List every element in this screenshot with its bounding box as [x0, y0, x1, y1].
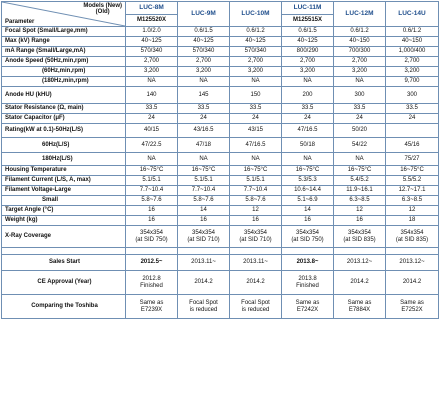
table-row	[2, 166, 439, 176]
table-cell: NA	[334, 77, 386, 87]
table-cell: 47/18	[178, 138, 230, 153]
row-label: Focal Spot (Small/Large,mm)	[2, 27, 126, 37]
model-new-2: LUC-10M	[230, 2, 282, 27]
table-cell: 200	[282, 87, 334, 104]
table-cell: 40~125	[282, 37, 334, 47]
table-cell: 40~150	[334, 37, 386, 47]
table-cell: 11.9~16.1	[334, 186, 386, 196]
table-cell: 0.6/1.5	[282, 27, 334, 37]
table-cell: 6.3~8.5	[334, 196, 386, 206]
row-label: X-Ray Coverage	[2, 226, 126, 248]
table-row	[2, 226, 439, 248]
table-cell: 24	[178, 114, 230, 124]
footer-cell: 2012.8 Finished	[126, 271, 178, 295]
table-cell: 16	[230, 216, 282, 226]
table-cell: 1,000/400	[386, 47, 439, 57]
table-row	[2, 27, 439, 37]
table-cell: 0.6/1.2	[334, 27, 386, 37]
model-old-0: M125520X	[126, 15, 178, 27]
table-row	[2, 114, 439, 124]
footer-cell: 2013.8~	[282, 255, 334, 271]
model-new-1: LUC-9M	[178, 2, 230, 27]
table-cell: 2,700	[386, 57, 439, 67]
table-cell: 16~75°C	[178, 166, 230, 176]
table-row	[2, 47, 439, 57]
footer-cell: Focal Spot is reduced	[230, 295, 282, 319]
table-cell: 12	[334, 206, 386, 216]
table-cell: 2,700	[282, 57, 334, 67]
table-cell: 354x354 (at SID 710)	[230, 226, 282, 248]
table-cell: NA	[334, 153, 386, 166]
table-cell: 5.8~7.6	[126, 196, 178, 206]
table-row	[2, 216, 439, 226]
model-new-4: LUC-12M	[334, 2, 386, 27]
table-cell: 5.4/5.2	[334, 176, 386, 186]
table-cell: 16	[126, 216, 178, 226]
table-cell: NA	[282, 153, 334, 166]
footer-cell: 2013.12~	[334, 255, 386, 271]
table-cell: 150	[230, 87, 282, 104]
table-row	[2, 186, 439, 196]
gap-cell	[334, 248, 386, 255]
table-cell: 18	[386, 216, 439, 226]
footer-cell: 2014.2	[178, 271, 230, 295]
gap-cell	[282, 248, 334, 255]
model-new-0: LUC-8M	[126, 2, 178, 15]
table-cell: 75/27	[386, 153, 439, 166]
table-cell: 3,200	[126, 67, 178, 77]
table-cell: 16~75°C	[386, 166, 439, 176]
gap-cell	[126, 248, 178, 255]
table-cell: 33.5	[230, 104, 282, 114]
table-row	[2, 104, 439, 114]
table-cell: 5.8~7.6	[178, 196, 230, 206]
footer-cell: Same as E7239X	[126, 295, 178, 319]
table-cell: 0.6/1.2	[230, 27, 282, 37]
table-cell: 24	[386, 114, 439, 124]
footer-label: Comparing the Toshiba	[2, 295, 126, 319]
table-cell: 16	[282, 216, 334, 226]
table-cell	[386, 124, 439, 138]
footer-cell: 2014.2	[386, 271, 439, 295]
table-cell: 40~125	[126, 37, 178, 47]
footer-cell: 2014.2	[334, 271, 386, 295]
table-cell: 570/340	[178, 47, 230, 57]
table-cell: 5.1/5.1	[230, 176, 282, 186]
table-cell: 24	[230, 114, 282, 124]
row-label: Small	[2, 196, 126, 206]
table-cell: 3,200	[334, 67, 386, 77]
table-cell: 47/22.5	[126, 138, 178, 153]
table-cell: 9,700	[386, 77, 439, 87]
table-cell: 800/290	[282, 47, 334, 57]
table-row	[2, 124, 439, 138]
table-cell: 7.7~10.4	[178, 186, 230, 196]
table-cell: NA	[178, 153, 230, 166]
table-cell: 43/15	[230, 124, 282, 138]
table-row	[2, 153, 439, 166]
row-label: mA Range (Small/Large,mA)	[2, 47, 126, 57]
table-cell: 7.7~10.4	[126, 186, 178, 196]
table-cell: 145	[178, 87, 230, 104]
table-cell: 16~75°C	[230, 166, 282, 176]
table-cell: 3,200	[230, 67, 282, 77]
footer-cell: 2013.11~	[230, 255, 282, 271]
table-cell: 5.5/5.2	[386, 176, 439, 186]
table-cell: 2,700	[178, 57, 230, 67]
table-cell: 0.6/1.2	[386, 27, 439, 37]
row-label: Target Angle (°C)	[2, 206, 126, 216]
table-cell: 1.0/2.0	[126, 27, 178, 37]
table-cell: NA	[230, 153, 282, 166]
table-row	[2, 138, 439, 153]
table-cell: 6.3~8.5	[386, 196, 439, 206]
table-cell: 40~150	[386, 37, 439, 47]
footer-cell: Same as E7242X	[282, 295, 334, 319]
table-cell: 24	[334, 114, 386, 124]
table-cell: 16~75°C	[126, 166, 178, 176]
table-cell: 300	[386, 87, 439, 104]
table-cell: 16~75°C	[334, 166, 386, 176]
table-cell: 16~75°C	[282, 166, 334, 176]
row-label: Anode HU (kHU)	[2, 87, 126, 104]
row-label: Weight (kg)	[2, 216, 126, 226]
gap-cell	[2, 248, 126, 255]
table-cell: 40/15	[126, 124, 178, 138]
footer-row	[2, 255, 439, 271]
table-cell: 5.1/5.1	[126, 176, 178, 186]
table-row	[2, 67, 439, 77]
table-cell: 2,700	[230, 57, 282, 67]
row-label: Stator Resistance (Ω, main)	[2, 104, 126, 114]
row-label: Filament Current (L/S, A, max)	[2, 176, 126, 186]
table-row	[2, 77, 439, 87]
table-cell: NA	[230, 77, 282, 87]
table-cell: 7.7~10.4	[230, 186, 282, 196]
table-row	[2, 206, 439, 216]
table-cell: 570/340	[230, 47, 282, 57]
section-gap	[2, 248, 439, 255]
row-label: 180Hz(L/S)	[2, 153, 126, 166]
table-row	[2, 87, 439, 104]
table-cell: 33.5	[126, 104, 178, 114]
table-cell: 354x354 (at SID 750)	[126, 226, 178, 248]
table-cell: 3,200	[386, 67, 439, 77]
table-cell: 354x354 (at SID 835)	[386, 226, 439, 248]
header-parameter-label: Parameter	[5, 18, 35, 25]
table-cell: 5.1~6.9	[282, 196, 334, 206]
table-cell: 33.5	[334, 104, 386, 114]
model-new-5: LUC-14U	[386, 2, 439, 27]
gap-cell	[178, 248, 230, 255]
table-cell: 47/16.5	[282, 124, 334, 138]
table-cell: 45/16	[386, 138, 439, 153]
table-cell: 3,200	[178, 67, 230, 77]
table-cell: NA	[178, 77, 230, 87]
table-cell: 0.6/1.5	[178, 27, 230, 37]
table-cell: 12	[230, 206, 282, 216]
footer-label: CE Approval (Year)	[2, 271, 126, 295]
table-cell: 354x354 (at SID 710)	[178, 226, 230, 248]
gap-cell	[386, 248, 439, 255]
row-label: Stator Capacitor (μF)	[2, 114, 126, 124]
table-cell: 10.6~14.4	[282, 186, 334, 196]
footer-cell: 2014.2	[230, 271, 282, 295]
footer-cell: Same as E7252X	[386, 295, 439, 319]
table-cell: 5.8~7.6	[230, 196, 282, 206]
row-label: 60Hz(L/S)	[2, 138, 126, 153]
table-cell: 2,700	[334, 57, 386, 67]
row-label: (60Hz,min,rpm)	[2, 67, 126, 77]
table-cell: 50/20	[334, 124, 386, 138]
footer-rows	[2, 248, 439, 319]
table-row	[2, 196, 439, 206]
table-cell: 140	[126, 87, 178, 104]
table-cell: 570/340	[126, 47, 178, 57]
table-cell: 5.1/5.1	[178, 176, 230, 186]
row-label: Rating(kW at 0.1)-50Hz(L/S)	[2, 124, 126, 138]
table-cell: 5.3/5.3	[282, 176, 334, 186]
table-cell: 24	[126, 114, 178, 124]
row-label: Filament Voltage-Large	[2, 186, 126, 196]
row-label: Housing Temperature	[2, 166, 126, 176]
row-label: Anode Speed (50Hz,min,rpm)	[2, 57, 126, 67]
table-cell: 40~125	[178, 37, 230, 47]
table-cell: 3,200	[282, 67, 334, 77]
footer-cell: Focal Spot is reduced	[178, 295, 230, 319]
model-old-3: M125515X	[282, 15, 334, 27]
header-models-label: Models (New) (Old)	[83, 3, 122, 16]
table-cell: 16	[178, 216, 230, 226]
table-cell: 16	[126, 206, 178, 216]
table-cell: 50/18	[282, 138, 334, 153]
table-cell: 2,700	[126, 57, 178, 67]
footer-cell: Same as E7884X	[334, 295, 386, 319]
row-label: (180Hz,min,rpm)	[2, 77, 126, 87]
table-cell: 12.7~17.1	[386, 186, 439, 196]
table-cell: 354x354 (at SID 835)	[334, 226, 386, 248]
table-row	[2, 57, 439, 67]
table-cell: 40~125	[230, 37, 282, 47]
footer-cell: 2013.11~	[178, 255, 230, 271]
table-cell: 14	[282, 206, 334, 216]
spec-rows	[2, 27, 439, 248]
table-cell: 54/22	[334, 138, 386, 153]
table-cell: 47/16.5	[230, 138, 282, 153]
table-cell: 14	[178, 206, 230, 216]
row-label: Max (kV) Range	[2, 37, 126, 47]
table-cell: NA	[126, 153, 178, 166]
model-new-3: LUC-11M	[282, 2, 334, 15]
footer-cell: 2013.12~	[386, 255, 439, 271]
table-cell: 43/16.5	[178, 124, 230, 138]
footer-row	[2, 295, 439, 319]
table-row	[2, 37, 439, 47]
table-row	[2, 176, 439, 186]
table-cell: 12	[386, 206, 439, 216]
header-corner	[2, 2, 126, 27]
table-cell: 33.5	[178, 104, 230, 114]
gap-cell	[230, 248, 282, 255]
table-cell: NA	[126, 77, 178, 87]
footer-label: Sales Start	[2, 255, 126, 271]
table-cell: 354x354 (at SID 750)	[282, 226, 334, 248]
table-cell: 24	[282, 114, 334, 124]
table-cell: 300	[334, 87, 386, 104]
footer-row	[2, 271, 439, 295]
spec-table	[1, 1, 439, 319]
table-cell: NA	[282, 77, 334, 87]
table-cell: 33.5	[282, 104, 334, 114]
table-cell: 33.5	[386, 104, 439, 114]
footer-cell: 2012.5~	[126, 255, 178, 271]
table-cell: 16	[334, 216, 386, 226]
table-cell: 700/300	[334, 47, 386, 57]
footer-cell: 2013.8 Finished	[282, 271, 334, 295]
